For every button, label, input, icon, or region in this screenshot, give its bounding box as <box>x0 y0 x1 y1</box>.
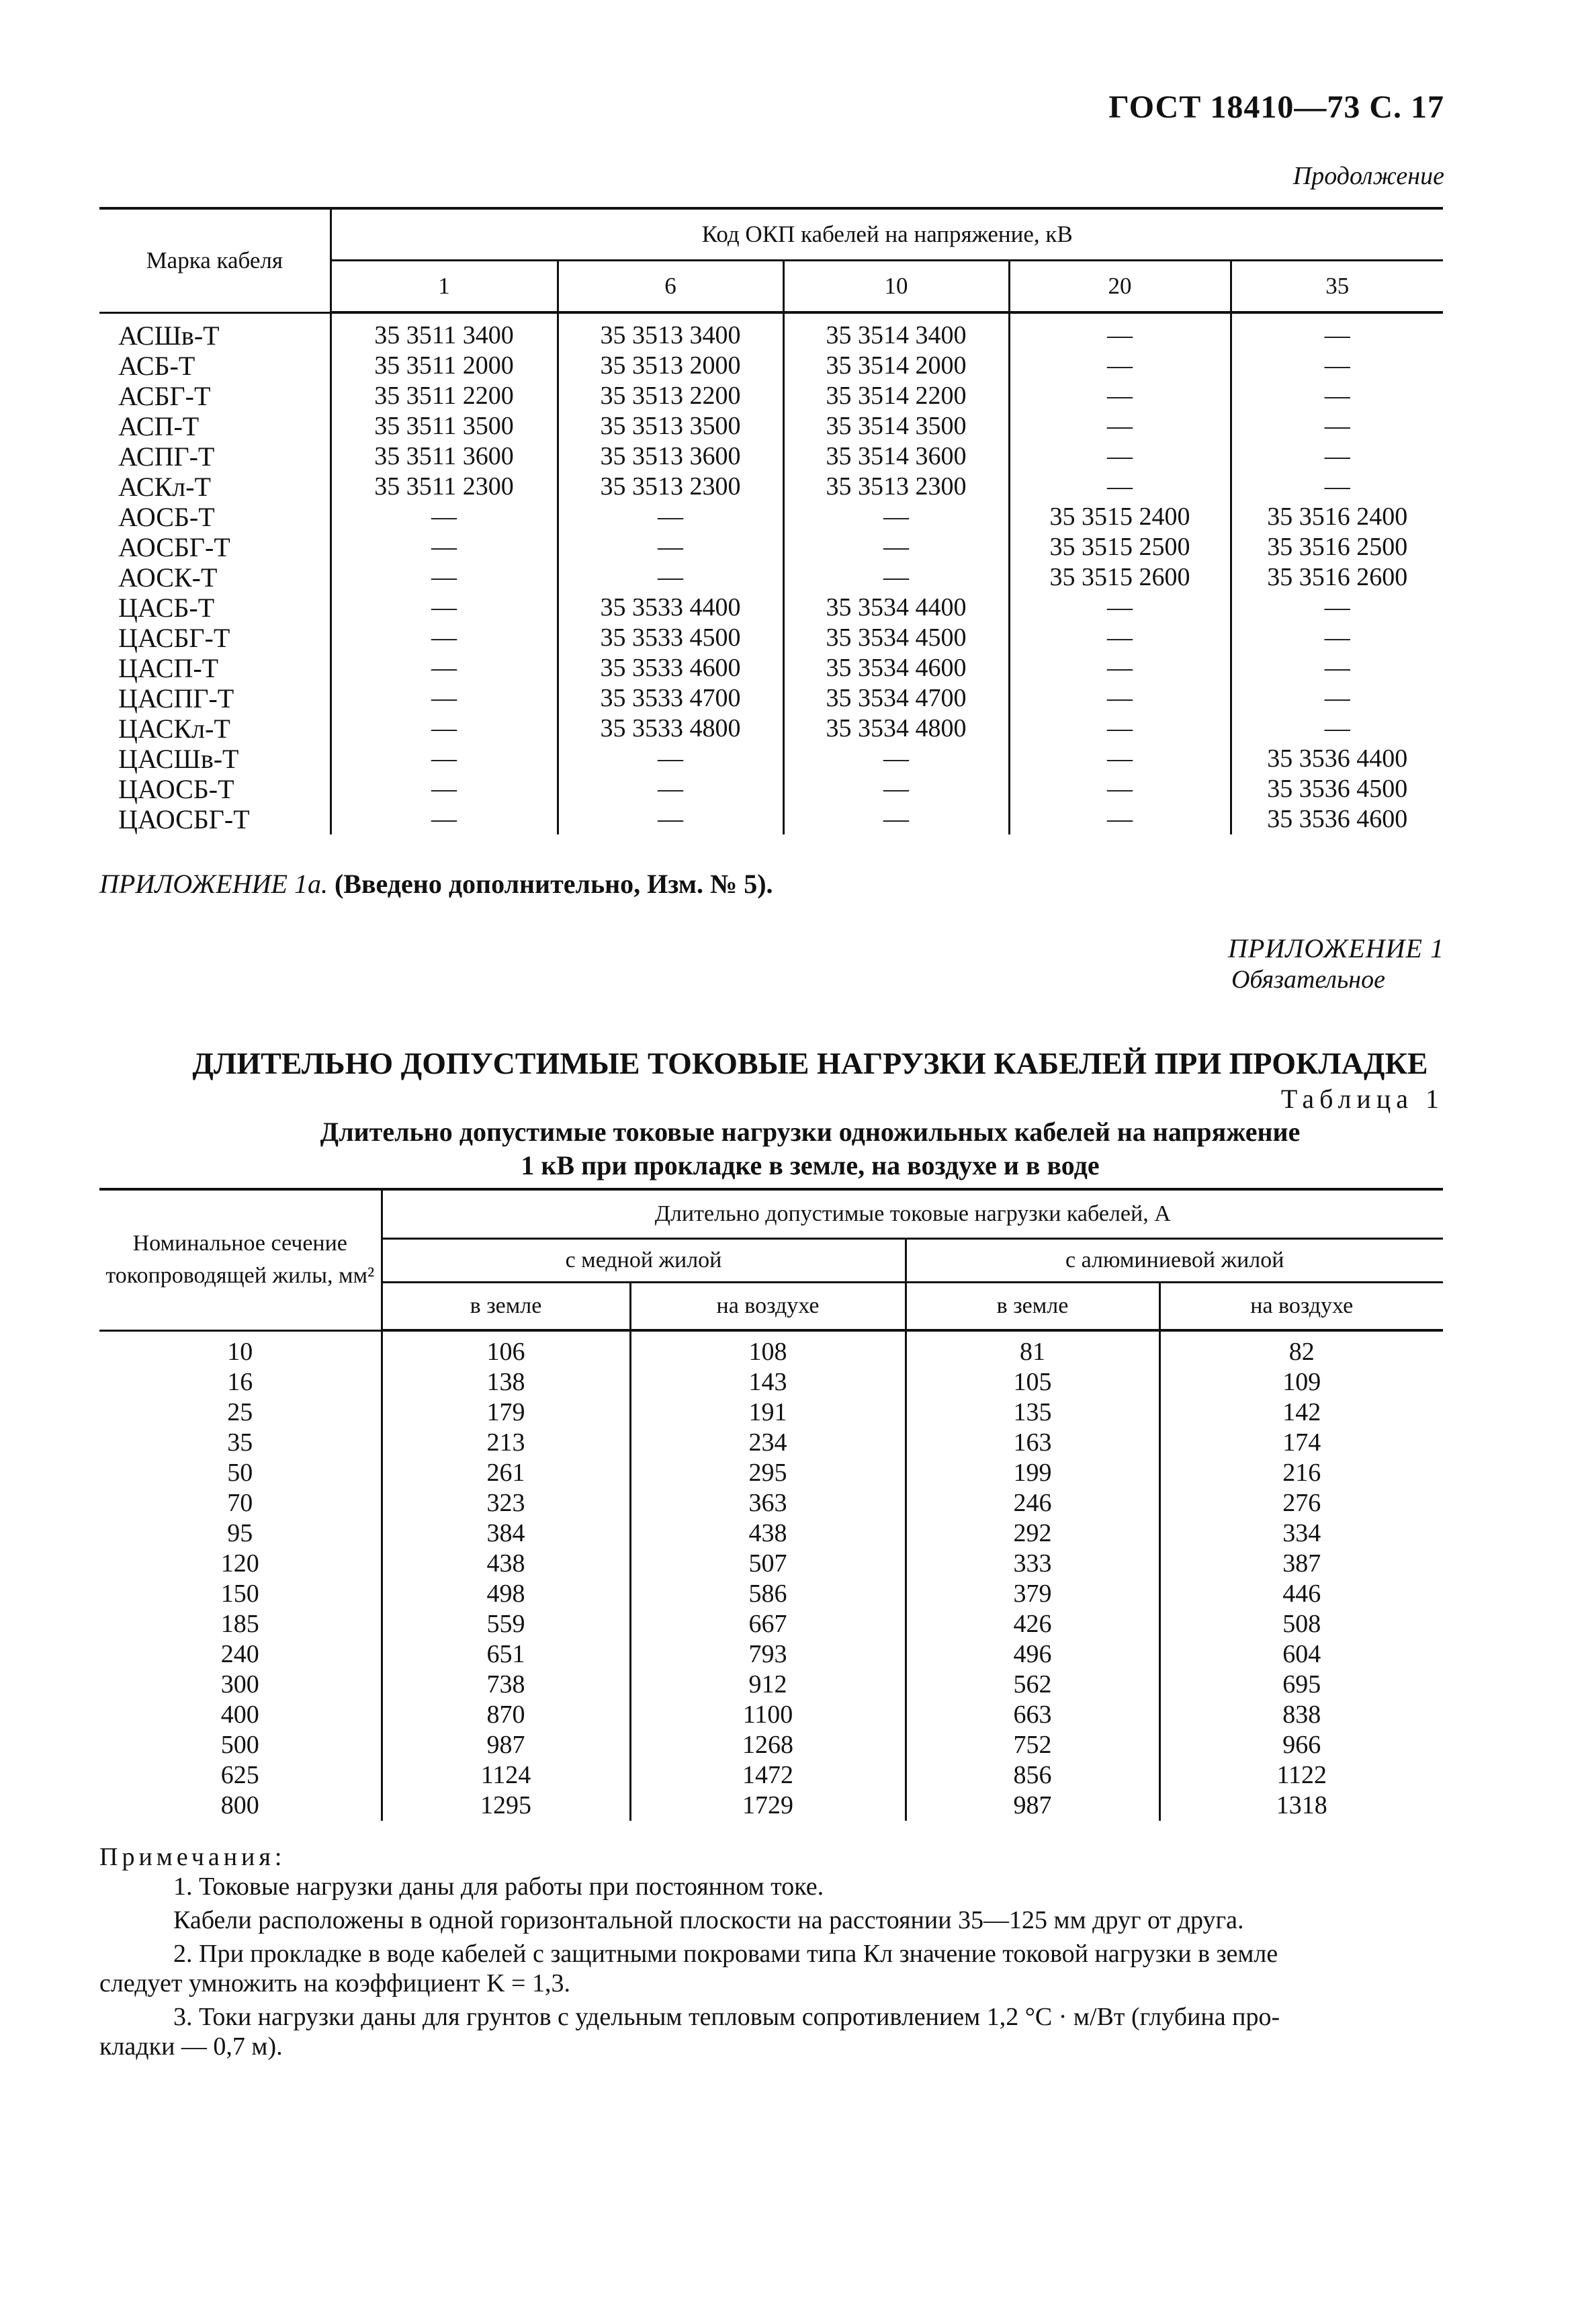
okp-code-cell: — <box>1009 351 1231 381</box>
section-cell: 70 <box>99 1488 382 1518</box>
current-load-cell: 604 <box>1159 1639 1443 1670</box>
okp-code-cell: — <box>1009 441 1231 472</box>
cable-mark-cell: АОСБГ-Т <box>99 532 331 562</box>
table-row <box>99 411 1443 441</box>
current-load-cell: 276 <box>1159 1488 1443 1518</box>
table-row <box>99 1579 1443 1609</box>
table-row <box>99 774 1443 804</box>
current-load-cell: 663 <box>906 1700 1159 1730</box>
okp-code-cell: 35 3511 3400 <box>331 312 558 351</box>
current-load-cell: 246 <box>906 1488 1159 1518</box>
okp-code-cell: — <box>1009 623 1231 653</box>
cable-mark-cell: АОСК-Т <box>99 562 331 593</box>
table-row <box>99 1458 1443 1488</box>
okp-code-cell: — <box>783 502 1009 532</box>
okp-code-cell: — <box>1231 441 1443 472</box>
okp-code-cell: — <box>558 744 783 774</box>
okp-code-cell: 35 3515 2400 <box>1009 502 1231 532</box>
okp-code-cell: — <box>783 804 1009 834</box>
okp-code-table <box>99 207 1443 834</box>
cable-mark-cell: АСБГ-Т <box>99 381 331 411</box>
section-cell: 800 <box>99 1791 382 1821</box>
section-cell: 500 <box>99 1730 382 1760</box>
okp-code-cell: — <box>1231 351 1443 381</box>
okp-code-cell: — <box>783 774 1009 804</box>
okp-code-cell: — <box>331 714 558 744</box>
section-cell: 95 <box>99 1518 382 1549</box>
okp-code-cell: 35 3514 2200 <box>783 381 1009 411</box>
okp-code-cell: 35 3533 4600 <box>558 653 783 683</box>
section-cell: 16 <box>99 1367 382 1397</box>
okp-code-cell: 35 3511 2300 <box>331 472 558 502</box>
current-load-cell: 695 <box>1159 1670 1443 1700</box>
okp-code-cell: 35 3533 4700 <box>558 683 783 714</box>
current-load-cell: 559 <box>382 1609 630 1639</box>
table-row <box>99 714 1443 744</box>
cable-mark-cell: АСКл-Т <box>99 472 331 502</box>
table-row <box>99 1428 1443 1458</box>
current-load-cell: 562 <box>906 1670 1159 1700</box>
okp-code-cell: 35 3533 4800 <box>558 714 783 744</box>
okp-code-cell: 35 3515 2500 <box>1009 532 1231 562</box>
okp-code-cell: 35 3534 4400 <box>783 593 1009 623</box>
appendix-1a-note <box>99 868 773 900</box>
col-header-okp: Код ОКП кабелей на напряжение, кВ <box>331 208 1443 261</box>
okp-code-cell: 35 3513 3600 <box>558 441 783 472</box>
okp-code-cell: — <box>331 502 558 532</box>
current-load-cell: 363 <box>630 1488 906 1518</box>
okp-code-cell: 35 3514 3400 <box>783 312 1009 351</box>
current-load-cell: 109 <box>1159 1367 1443 1397</box>
current-load-cell: 1100 <box>630 1700 906 1730</box>
current-load-cell: 838 <box>1159 1700 1443 1730</box>
okp-code-cell: — <box>558 532 783 562</box>
table-number: Таблица 1 <box>1280 1084 1444 1114</box>
notes <box>99 1842 1444 2065</box>
okp-code-cell: 35 3515 2600 <box>1009 562 1231 593</box>
okp-code-cell: — <box>783 562 1009 593</box>
current-load-cell: 163 <box>906 1428 1159 1458</box>
table-row <box>99 1609 1443 1639</box>
okp-code-cell: — <box>331 653 558 683</box>
table-row <box>99 312 1443 351</box>
note-item: 1. Токовые нагрузки даны для работы при постоянном токе. <box>173 1873 824 1901</box>
table-row <box>99 1730 1443 1760</box>
current-load-cell: 987 <box>906 1791 1159 1821</box>
okp-code-cell: — <box>558 804 783 834</box>
okp-code-cell: — <box>331 532 558 562</box>
table-row <box>99 744 1443 774</box>
appendix-1a-label: ПРИЛОЖЕНИЕ 1а. <box>99 869 328 899</box>
appendix-1-title: ПРИЛОЖЕНИЕ 1 <box>1228 933 1444 963</box>
current-load-cell: 1472 <box>630 1760 906 1791</box>
table-row <box>99 441 1443 472</box>
col-header-voltage: 1 <box>331 261 558 313</box>
okp-code-cell: — <box>1009 804 1231 834</box>
table-caption <box>0 1115 1580 1182</box>
okp-code-cell: — <box>558 502 783 532</box>
cable-mark-cell: АСПГ-Т <box>99 441 331 472</box>
col-header-mark: Марка кабеля <box>99 208 331 312</box>
current-load-cell: 667 <box>630 1609 906 1639</box>
current-load-cell: 334 <box>1159 1518 1443 1549</box>
okp-code-cell: — <box>1231 312 1443 351</box>
okp-code-cell: — <box>1009 411 1231 441</box>
okp-code-cell: 35 3511 3500 <box>331 411 558 441</box>
col-header-aluminium: с алюминиевой жилой <box>906 1239 1443 1283</box>
current-load-cell: 323 <box>382 1488 630 1518</box>
current-load-cell: 82 <box>1159 1330 1443 1367</box>
current-load-cell: 174 <box>1159 1428 1443 1458</box>
current-load-cell: 1295 <box>382 1791 630 1821</box>
table-row <box>99 1791 1443 1821</box>
current-load-cell: 135 <box>906 1397 1159 1428</box>
current-load-cell: 213 <box>382 1428 630 1458</box>
section-cell: 240 <box>99 1639 382 1670</box>
current-load-cell: 496 <box>906 1639 1159 1670</box>
table-row <box>99 623 1443 653</box>
table-row <box>99 472 1443 502</box>
section-cell: 10 <box>99 1330 382 1367</box>
table-row <box>99 1397 1443 1428</box>
okp-code-cell: — <box>1009 381 1231 411</box>
appendix-1-subtitle: Обязательное <box>1231 965 1385 994</box>
cable-mark-cell: ЦАОСБ-Т <box>99 774 331 804</box>
current-load-cell: 912 <box>630 1670 906 1700</box>
page-header: ГОСТ 18410—73 С. 17 <box>1108 89 1444 125</box>
table-row <box>99 683 1443 714</box>
col-header-section: Номинальное сечение токопроводящей жилы, мм² <box>99 1189 382 1330</box>
section-cell: 35 <box>99 1428 382 1458</box>
current-load-cell: 1729 <box>630 1791 906 1821</box>
okp-code-cell: 35 3533 4500 <box>558 623 783 653</box>
section-cell: 625 <box>99 1760 382 1791</box>
okp-code-cell: — <box>331 623 558 653</box>
current-load-cell: 191 <box>630 1397 906 1428</box>
current-load-cell: 106 <box>382 1330 630 1367</box>
section-title: ДЛИТЕЛЬНО ДОПУСТИМЫЕ ТОКОВЫЕ НАГРУЗКИ КАБЕЛЕЙ ПРИ ПРОКЛАДКЕ <box>192 1046 1428 1080</box>
table-row <box>99 532 1443 562</box>
okp-code-cell: — <box>331 744 558 774</box>
table-row <box>99 351 1443 381</box>
okp-code-cell: 35 3514 3600 <box>783 441 1009 472</box>
table-row <box>99 502 1443 532</box>
okp-code-cell: — <box>1009 683 1231 714</box>
notes-title: Примечания: <box>99 1843 286 1871</box>
okp-code-cell: — <box>331 683 558 714</box>
note-item: Кабели расположены в одной горизонтальной плоскости на расстоянии 35—125 мм друг от друга. <box>173 1906 1244 1934</box>
okp-code-cell: — <box>1009 472 1231 502</box>
continuation-label: Продолжение <box>1292 162 1444 190</box>
current-load-cell: 292 <box>906 1518 1159 1549</box>
okp-code-cell: 35 3511 2000 <box>331 351 558 381</box>
okp-code-cell: 35 3516 2600 <box>1231 562 1443 593</box>
table-row <box>99 593 1443 623</box>
table-row <box>99 1488 1443 1518</box>
okp-code-cell: 35 3513 2300 <box>783 472 1009 502</box>
current-load-cell: 234 <box>630 1428 906 1458</box>
current-load-cell: 387 <box>1159 1549 1443 1579</box>
okp-code-cell: — <box>558 562 783 593</box>
cable-mark-cell: ЦАСБ-Т <box>99 593 331 623</box>
current-load-cell: 384 <box>382 1518 630 1549</box>
okp-code-cell: 35 3516 2400 <box>1231 502 1443 532</box>
col-header-copper: с медной жилой <box>382 1239 906 1283</box>
table-caption-line: Длительно допустимые токовые нагрузки одножильных кабелей на напряжение <box>320 1117 1301 1147</box>
current-load-cell: 1268 <box>630 1730 906 1760</box>
col-header-voltage: 35 <box>1231 261 1443 313</box>
cable-mark-cell: ЦАОСБГ-Т <box>99 804 331 834</box>
cable-mark-cell: ЦАСПГ-Т <box>99 683 331 714</box>
cable-mark-cell: АСШв-Т <box>99 312 331 351</box>
current-load-cell: 333 <box>906 1549 1159 1579</box>
current-load-cell: 987 <box>382 1730 630 1760</box>
section-cell: 25 <box>99 1397 382 1428</box>
current-load-cell: 426 <box>906 1609 1159 1639</box>
okp-code-cell: — <box>558 774 783 804</box>
col-header-voltage: 10 <box>783 261 1009 313</box>
section-cell: 120 <box>99 1549 382 1579</box>
current-load-cell: 507 <box>630 1549 906 1579</box>
col-header-ground: в земле <box>382 1283 630 1331</box>
current-load-table <box>99 1188 1443 1821</box>
okp-code-cell: 35 3511 3600 <box>331 441 558 472</box>
okp-code-cell: 35 3534 4700 <box>783 683 1009 714</box>
col-header-voltage: 20 <box>1009 261 1231 313</box>
okp-code-cell: — <box>1231 381 1443 411</box>
section-cell: 300 <box>99 1670 382 1700</box>
section-cell: 185 <box>99 1609 382 1639</box>
okp-code-cell: 35 3513 2300 <box>558 472 783 502</box>
col-header-ground: в земле <box>906 1283 1159 1331</box>
okp-code-cell: 35 3513 2000 <box>558 351 783 381</box>
okp-code-cell: — <box>1009 774 1231 804</box>
table-row <box>99 653 1443 683</box>
table-row <box>99 1700 1443 1730</box>
table-caption-line: 1 кВ при прокладке в земле, на воздухе и в воде <box>521 1150 1100 1180</box>
current-load-cell: 438 <box>382 1549 630 1579</box>
okp-code-cell: — <box>1009 744 1231 774</box>
current-load-cell: 261 <box>382 1458 630 1488</box>
table-row <box>99 562 1443 593</box>
cable-mark-cell: АОСБ-Т <box>99 502 331 532</box>
okp-code-cell: — <box>331 774 558 804</box>
current-load-cell: 199 <box>906 1458 1159 1488</box>
cable-mark-cell: АСП-Т <box>99 411 331 441</box>
current-load-cell: 105 <box>906 1367 1159 1397</box>
okp-code-cell: — <box>1009 593 1231 623</box>
current-load-cell: 856 <box>906 1760 1159 1791</box>
current-load-cell: 216 <box>1159 1458 1443 1488</box>
current-load-cell: 438 <box>630 1518 906 1549</box>
table-row <box>99 1549 1443 1579</box>
okp-code-cell: 35 3513 3500 <box>558 411 783 441</box>
current-load-cell: 498 <box>382 1579 630 1609</box>
okp-code-cell: 35 3516 2500 <box>1231 532 1443 562</box>
note-item: 3. Токи нагрузки даны для грунтов с удельным тепловым сопротивлением 1,2 °С · м/Вт (глубина про- <box>173 2003 1280 2031</box>
appendix-1a-text: (Введено дополнительно, Изм. № 5). <box>327 869 773 899</box>
okp-code-cell: 35 3534 4800 <box>783 714 1009 744</box>
okp-code-cell: — <box>1009 312 1231 351</box>
okp-code-cell: — <box>783 744 1009 774</box>
okp-code-cell: — <box>1009 714 1231 744</box>
okp-code-cell: — <box>1231 593 1443 623</box>
current-load-cell: 508 <box>1159 1609 1443 1639</box>
okp-code-cell: 35 3513 3400 <box>558 312 783 351</box>
col-header-voltage: 6 <box>558 261 783 313</box>
table-row <box>99 1330 1443 1367</box>
current-load-cell: 752 <box>906 1730 1159 1760</box>
table-row <box>99 381 1443 411</box>
note-item: следует умножить на коэффициент K = 1,3. <box>99 1969 570 1997</box>
cable-mark-cell: ЦАСП-Т <box>99 653 331 683</box>
current-load-cell: 870 <box>382 1700 630 1730</box>
okp-code-cell: 35 3534 4500 <box>783 623 1009 653</box>
current-load-cell: 379 <box>906 1579 1159 1609</box>
current-load-cell: 446 <box>1159 1579 1443 1609</box>
cable-mark-cell: ЦАСШв-Т <box>99 744 331 774</box>
okp-code-cell: — <box>331 593 558 623</box>
okp-code-cell: — <box>1231 683 1443 714</box>
okp-code-cell: 35 3513 2200 <box>558 381 783 411</box>
current-load-cell: 738 <box>382 1670 630 1700</box>
col-header-loads: Длительно допустимые токовые нагрузки кабелей, А <box>382 1189 1443 1239</box>
current-load-cell: 108 <box>630 1330 906 1367</box>
okp-code-cell: — <box>1009 653 1231 683</box>
current-load-cell: 1318 <box>1159 1791 1443 1821</box>
okp-code-cell: — <box>331 804 558 834</box>
okp-code-cell: — <box>783 532 1009 562</box>
table-row <box>99 1367 1443 1397</box>
section-cell: 150 <box>99 1579 382 1609</box>
cable-mark-cell: ЦАСКл-Т <box>99 714 331 744</box>
okp-code-cell: 35 3533 4400 <box>558 593 783 623</box>
table-row <box>99 1670 1443 1700</box>
current-load-cell: 1124 <box>382 1760 630 1791</box>
okp-code-cell: 35 3514 2000 <box>783 351 1009 381</box>
okp-code-cell: — <box>1231 472 1443 502</box>
table-row <box>99 804 1443 834</box>
current-load-cell: 586 <box>630 1579 906 1609</box>
table-row <box>99 1518 1443 1549</box>
current-load-cell: 295 <box>630 1458 906 1488</box>
okp-code-cell: 35 3514 3500 <box>783 411 1009 441</box>
okp-code-cell: — <box>1231 623 1443 653</box>
current-load-cell: 651 <box>382 1639 630 1670</box>
current-load-cell: 143 <box>630 1367 906 1397</box>
okp-code-cell: 35 3536 4600 <box>1231 804 1443 834</box>
okp-code-cell: — <box>331 562 558 593</box>
okp-code-cell: 35 3534 4600 <box>783 653 1009 683</box>
okp-code-cell: 35 3536 4400 <box>1231 744 1443 774</box>
current-load-cell: 142 <box>1159 1397 1443 1428</box>
okp-code-cell: — <box>1231 411 1443 441</box>
table-row <box>99 1639 1443 1670</box>
col-header-air: на воздухе <box>630 1283 906 1331</box>
okp-code-cell: — <box>1231 653 1443 683</box>
current-load-cell: 1122 <box>1159 1760 1443 1791</box>
okp-code-cell: 35 3536 4500 <box>1231 774 1443 804</box>
okp-code-cell: 35 3511 2200 <box>331 381 558 411</box>
section-cell: 400 <box>99 1700 382 1730</box>
current-load-cell: 138 <box>382 1367 630 1397</box>
cable-mark-cell: АСБ-Т <box>99 351 331 381</box>
col-header-air: на воздухе <box>1159 1283 1443 1331</box>
current-load-cell: 179 <box>382 1397 630 1428</box>
current-load-cell: 81 <box>906 1330 1159 1367</box>
table-row <box>99 1760 1443 1791</box>
note-item: 2. При прокладке в воде кабелей с защитными покровами типа Кл значение токовой нагрузки в земле <box>173 1940 1278 1968</box>
current-load-cell: 793 <box>630 1639 906 1670</box>
okp-code-cell: — <box>1231 714 1443 744</box>
note-item: кладки — 0,7 м). <box>99 2032 283 2061</box>
section-cell: 50 <box>99 1458 382 1488</box>
current-load-cell: 966 <box>1159 1730 1443 1760</box>
cable-mark-cell: ЦАСБГ-Т <box>99 623 331 653</box>
